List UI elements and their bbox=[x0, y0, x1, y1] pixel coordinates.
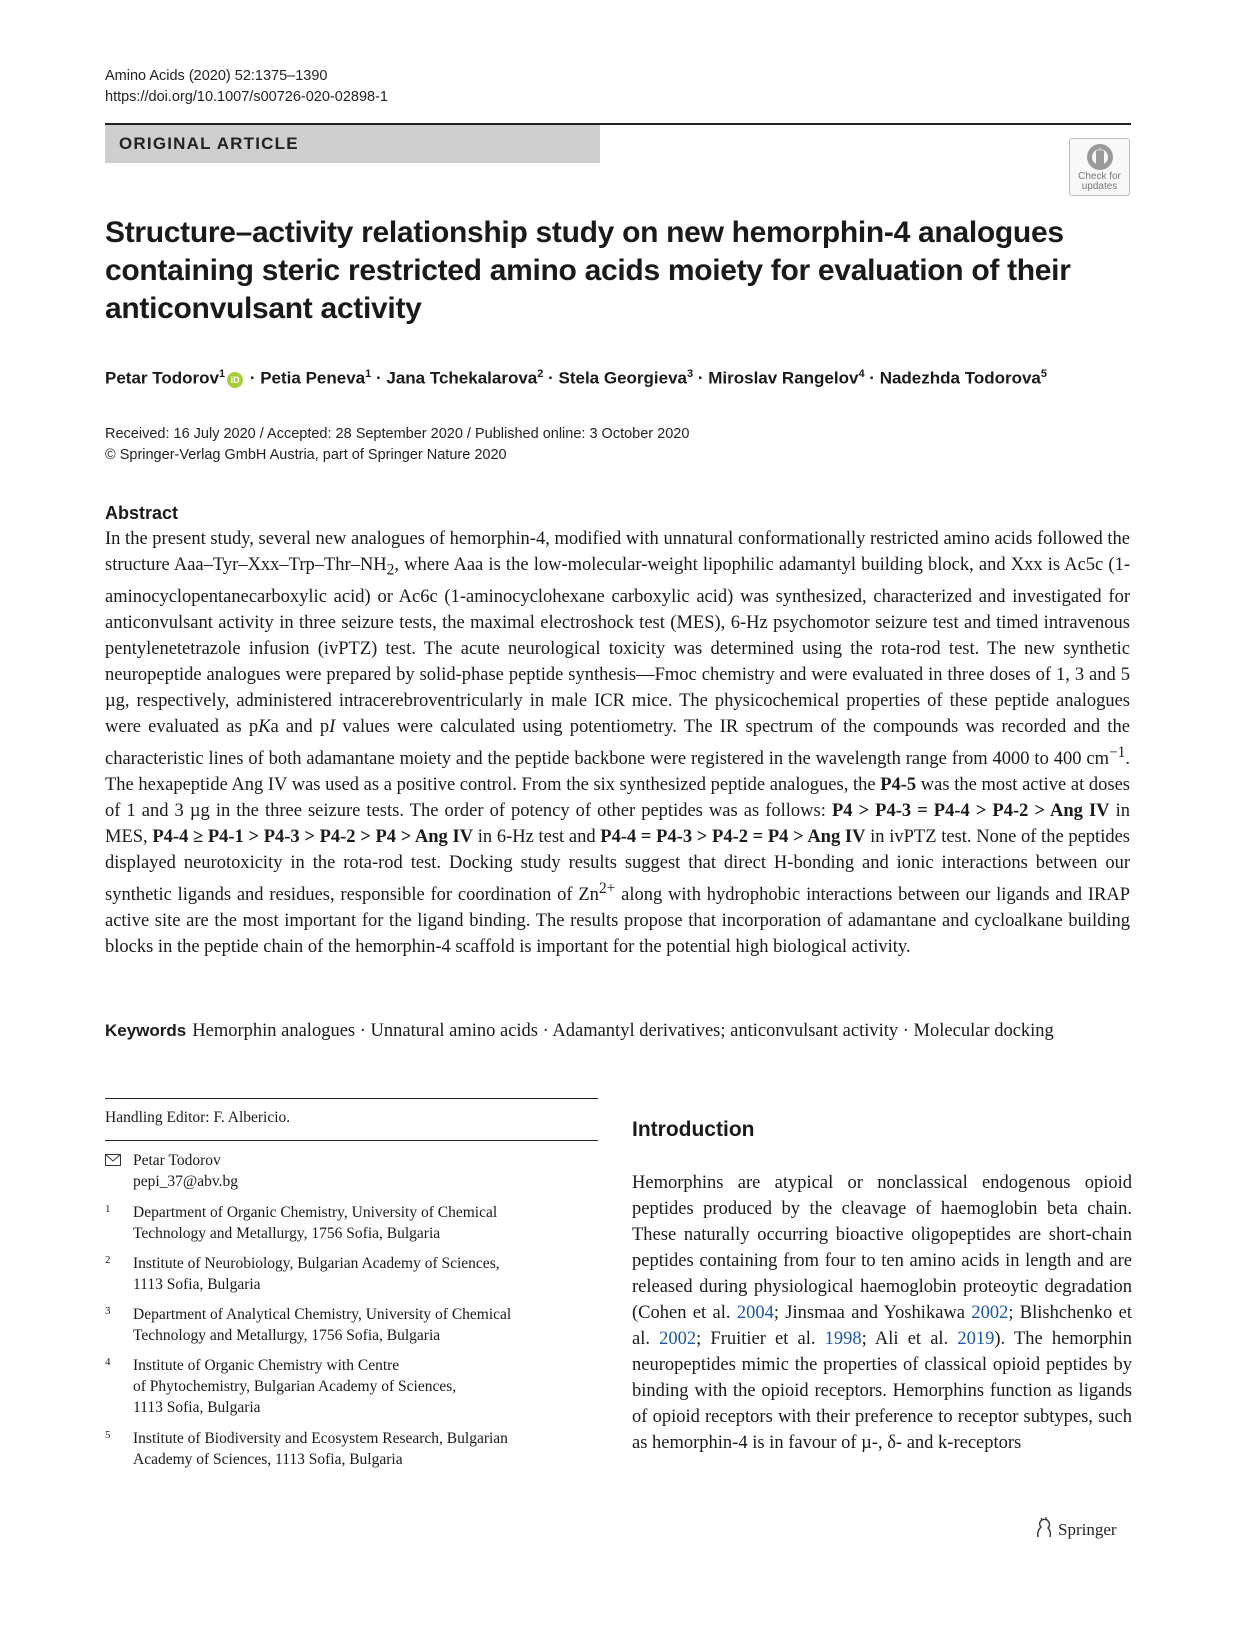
abstract-span: along with hydrophobic interactions between our ligands and IRAP active site are the most important for the ligand binding. The results propose that incorporation of adamantane and cycloalkane building blocks in the peptide chain of the hemorphin-4 scaffold is important for the potential high biological activity. bbox=[105, 885, 1130, 957]
journal-citation: Amino Acids (2020) 52:1375–1390 bbox=[105, 68, 328, 84]
article-type-label: ORIGINAL ARTICLE bbox=[105, 125, 600, 163]
author-name[interactable]: Nadezhda Todorova bbox=[879, 368, 1041, 388]
author-name[interactable]: Jana Tchekalarova bbox=[386, 368, 538, 388]
author-separator: · bbox=[543, 368, 559, 388]
abstract-span: In the present study, several new analogues of hemorphin-4, modified with unnatural conformationally restricted amino acids followed the structure Aaa–Tyr–Xxx–Trp–Thr–NH bbox=[105, 529, 1130, 575]
affiliation-number: 2 bbox=[105, 1254, 111, 1266]
article-title-line3: anticonvulsant activity bbox=[105, 292, 422, 325]
affiliation-line: Department of Organic Chemistry, University of Chemical bbox=[133, 1204, 498, 1221]
abstract-span: , where Aaa is the low-molecular-weight lipophilic adamantyl building block, and Xxx is Ac5c (1-aminocyclopentanecarboxylic acid) or Ac6c (1-aminocyclohexane carboxylic acid) was synthesized, characterized and investigated for anticonvulsant activity in three seizure tests, the maximal electroshock test (MES), 6-Hz psychomotor seizure test and timed intravenous pentylenetetrazole infusion (ivPTZ) test. The acute neurological toxicity was determined using the rota-rod test. The new synthetic neuropeptide analogues were prepared by solid-phase peptide synthesis—Fmoc chemistry and were evaluated in three doses of 1, 3 and 5 µg, respectively, administered intracerebroventricularly in male ICR mice. The physicochemical properties of these peptide analogues were evaluated as p bbox=[105, 555, 1130, 737]
abstract-bold: P4 > P4-3 = P4-4 > P4-2 > Ang IV bbox=[831, 800, 1110, 821]
envelope-icon bbox=[105, 1154, 121, 1166]
abstract-span: . The hexapeptide Ang IV was used as a positive control. From the six synthesized peptide analogues, the bbox=[105, 748, 1130, 795]
dates-line: Received: 16 July 2020 / Accepted: 28 September 2020 / Published online: 3 October 2020 bbox=[105, 426, 690, 442]
author-affil-sup: 5 bbox=[1040, 368, 1048, 380]
keywords-heading: Keywords bbox=[105, 1021, 187, 1040]
journal-doi[interactable]: https://doi.org/10.1007/s00726-020-02898-1 bbox=[105, 89, 388, 105]
abstract-italic: I bbox=[329, 716, 336, 737]
abstract-span: in 6-Hz test and bbox=[473, 826, 601, 847]
citation-link[interactable]: 1998 bbox=[824, 1329, 862, 1349]
check-for-updates-icon bbox=[1085, 142, 1115, 172]
abstract-subscript: 2 bbox=[386, 561, 395, 579]
affiliation-line: Technology and Metallurgy, 1756 Sofia, Bulgaria bbox=[133, 1225, 441, 1242]
check-for-updates-badge[interactable] bbox=[1069, 138, 1130, 196]
abstract-superscript: −1 bbox=[1108, 743, 1126, 761]
author-list bbox=[105, 361, 1165, 392]
author-separator: · bbox=[693, 368, 709, 388]
intro-span: ; Ali et al. bbox=[861, 1329, 958, 1349]
author-affil-sup: 4 bbox=[858, 368, 865, 380]
affiliation-number: 1 bbox=[105, 1203, 111, 1215]
abstract-span: in ivPTZ test. None of the peptides displayed neurotoxicity in the rota-rod test. Docking study results suggest that direct H-bonding and ionic interactions between our synthetic ligands and residues, responsible for coordination of Zn bbox=[105, 826, 1131, 905]
intro-span: ; Fruitier et al. bbox=[696, 1329, 825, 1349]
citation-link[interactable]: 2002 bbox=[659, 1329, 697, 1349]
publication-dates bbox=[105, 424, 689, 466]
springer-horse-logo bbox=[1034, 1517, 1054, 1539]
citation-link[interactable]: 2002 bbox=[971, 1303, 1009, 1323]
affiliation-line: Technology and Metallurgy, 1756 Sofia, Bulgaria bbox=[133, 1327, 441, 1344]
abstract-text bbox=[105, 526, 1130, 960]
check-for-updates-line1: Check for bbox=[1078, 171, 1121, 182]
publisher-logo bbox=[1034, 1517, 1117, 1542]
affiliation-number: 5 bbox=[105, 1429, 111, 1441]
abstract-span: in MES, bbox=[105, 800, 1130, 847]
affiliation-line: Institute of Organic Chemistry with Centre bbox=[133, 1357, 400, 1374]
author-name[interactable]: Miroslav Rangelov bbox=[708, 368, 859, 388]
intro-span: ). The hemorphin neuropeptides mimic the properties of classical opioid peptides by binding with the opioid receptors. Hemorphins function as ligands of opioid receptors with their preference to receptor subtypes, such as hemorphin-4 is in favour of µ-, δ- and k-receptors bbox=[632, 1329, 1132, 1453]
affiliation-number: 4 bbox=[105, 1356, 111, 1368]
corresponding-email[interactable]: pepi_37@abv.bg bbox=[133, 1173, 238, 1190]
affiliation bbox=[105, 1253, 600, 1295]
intro-span: Hemorphins are atypical or nonclassical endogenous opioid peptides produced by the cleavage of haemoglobin beta chain. These naturally occurring bioactive oligopeptides are short-chain peptides containing from four to ten amino acids in length and are released during physiological haemoglobin proteoytic degradation (Cohen et al. bbox=[632, 1173, 1132, 1323]
abstract-span: a and p bbox=[270, 716, 330, 737]
affiliation bbox=[105, 1355, 600, 1418]
introduction-text bbox=[632, 1170, 1132, 1456]
affiliation-line: of Phytochemistry, Bulgarian Academy of Sciences, bbox=[133, 1378, 457, 1395]
abstract-bold: P4-5 bbox=[880, 774, 917, 795]
copyright-line: © Springer-Verlag GmbH Austria, part of Springer Nature 2020 bbox=[105, 447, 507, 463]
corresponding-name: Petar Todorov bbox=[133, 1152, 221, 1169]
affiliation bbox=[105, 1304, 600, 1346]
affiliation-line: Institute of Biodiversity and Ecosystem Research, Bulgarian bbox=[133, 1430, 508, 1447]
author-name[interactable]: Petar Todorov bbox=[105, 368, 219, 388]
affiliation-line: Institute of Neurobiology, Bulgarian Academy of Sciences, bbox=[133, 1255, 500, 1272]
article-title-line1: Structure–activity relationship study on new hemorphin-4 analogues bbox=[105, 216, 1064, 249]
keywords bbox=[105, 1018, 1135, 1044]
author-separator: · bbox=[371, 368, 387, 388]
abstract-span: was the most active at doses of 1 and 3 µg in the three seizure tests. The order of potency of other peptides was as follows: bbox=[105, 774, 1130, 821]
introduction-heading: Introduction bbox=[632, 1118, 755, 1141]
author-affil-sup: 3 bbox=[687, 368, 694, 380]
intro-span: ; Blishchenko et al. bbox=[632, 1303, 1132, 1349]
abstract-bold: P4-4 ≥ P4-1 > P4-3 > P4-2 > P4 > Ang IV bbox=[152, 826, 474, 847]
footnote-rule bbox=[105, 1098, 598, 1099]
article-title bbox=[105, 214, 1135, 328]
journal-header bbox=[105, 66, 388, 108]
citation-link[interactable]: 2004 bbox=[736, 1303, 774, 1323]
abstract-bold: P4-4 = P4-3 > P4-2 = P4 > Ang IV bbox=[600, 826, 866, 847]
affiliation-line: 1113 Sofia, Bulgaria bbox=[133, 1399, 261, 1416]
publisher-name: Springer bbox=[1058, 1520, 1117, 1539]
author-affil-sup: 1 bbox=[365, 368, 372, 380]
affiliation-line: 1113 Sofia, Bulgaria bbox=[133, 1276, 261, 1293]
corresponding-author bbox=[105, 1150, 600, 1192]
author-separator: · bbox=[864, 368, 880, 388]
abstract-span: values were calculated using potentiometry. The IR spectrum of the compounds was recorded and the characteristic lines of both adamantane moiety and the peptide backbone were registered in the wavelength range from 4000 to 400 cm bbox=[105, 716, 1130, 769]
abstract-heading: Abstract bbox=[105, 503, 179, 523]
orcid-icon[interactable]: iD bbox=[227, 372, 243, 388]
keywords-text: Hemorphin analogues · Unnatural amino acids · Adamantyl derivatives; anticonvulsant activity · Molecular docking bbox=[192, 1021, 1054, 1041]
author-affil-sup: 1 bbox=[218, 368, 226, 380]
author-name[interactable]: Stela Georgieva bbox=[558, 368, 687, 388]
abstract-superscript: 2+ bbox=[598, 879, 616, 897]
affiliation-line: Department of Analytical Chemistry, University of Chemical bbox=[133, 1306, 512, 1323]
check-for-updates-line2: updates bbox=[1081, 181, 1118, 192]
affiliation bbox=[105, 1202, 600, 1244]
author-affil-sup: 2 bbox=[537, 368, 544, 380]
affiliation-line: Academy of Sciences, 1113 Sofia, Bulgaria bbox=[133, 1451, 403, 1468]
affiliation-number: 3 bbox=[105, 1305, 111, 1317]
article-title-line2: containing steric restricted amino acids moiety for evaluation of their bbox=[105, 254, 1071, 287]
handling-editor: Handling Editor: F. Albericio. bbox=[105, 1109, 291, 1126]
abstract-italic: K bbox=[258, 716, 271, 737]
author-separator: · bbox=[245, 368, 261, 388]
footnote-rule bbox=[105, 1140, 598, 1141]
author-name[interactable]: Petia Peneva bbox=[260, 368, 366, 388]
intro-span: ; Jinsmaa and Yoshikawa bbox=[773, 1303, 972, 1323]
affiliation bbox=[105, 1428, 600, 1470]
citation-link[interactable]: 2019 bbox=[957, 1329, 995, 1349]
